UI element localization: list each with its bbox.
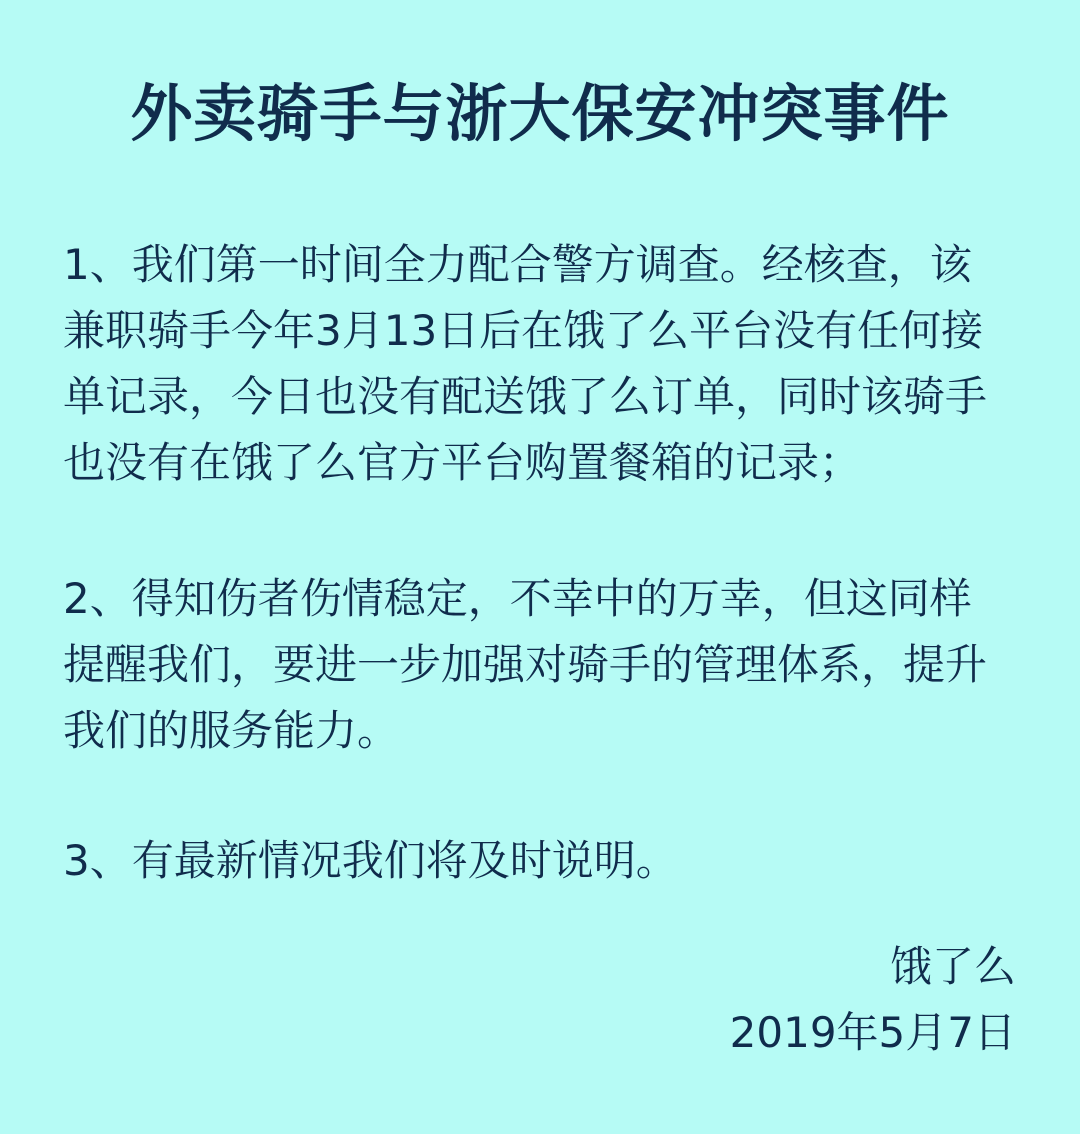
paragraph-line: 2、得知伤者伤情稳定，不幸中的万幸，但这同样: [63, 574, 972, 623]
paragraph-line: 兼职骑手今年3月13日后在饿了么平台没有任何接: [63, 306, 984, 355]
signature: 饿了么: [889, 942, 1016, 991]
paragraph-line: 我们的服务能力。: [63, 706, 400, 755]
paragraph-line: 3、有最新情况我们将及时说明。: [63, 836, 678, 885]
paragraph-line: 提醒我们，要进一步加强对骑手的管理体系，提升: [63, 640, 988, 689]
page-title: 外卖骑手与浙大保安冲突事件: [130, 77, 950, 150]
paragraph-line: 也没有在饿了么官方平台购置餐箱的记录；: [63, 438, 862, 487]
paragraph-2: [63, 566, 1023, 764]
paragraph-line: 单记录，今日也没有配送饿了么订单，同时该骑手: [63, 372, 988, 421]
paragraph-line: 1、我们第一时间全力配合警方调查。经核查，该: [63, 240, 972, 289]
signature-date: 2019年5月7日: [729, 1008, 1016, 1057]
paragraph-3: [63, 828, 1023, 894]
paragraph-1: [63, 232, 1023, 496]
